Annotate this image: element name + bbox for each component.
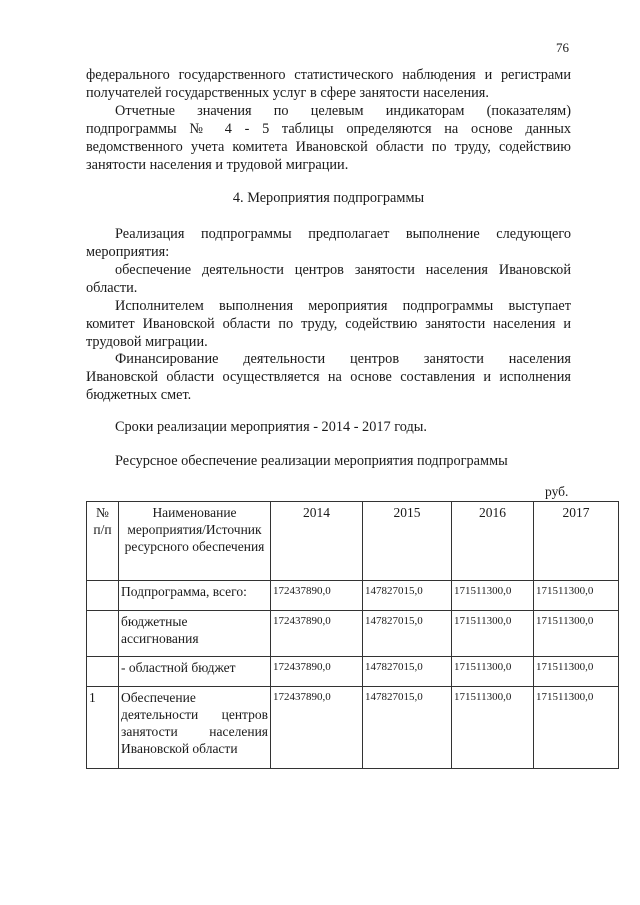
resource-table-title: Ресурсное обеспечение реализации мероприятия подпрограммы: [115, 453, 508, 469]
header-2015: 2015: [363, 502, 452, 581]
page-number: 76: [556, 40, 569, 55]
paragraph-3-line-3: трудовой миграции.: [86, 334, 208, 350]
implementation-terms: Сроки реализации мероприятия - 2014 - 2017 годы.: [115, 419, 427, 435]
paragraph-2-line-1: обеспечение деятельности центров занятости населения Ивановской: [115, 262, 571, 278]
value-2014: 172437890,0: [271, 611, 363, 657]
value-2017: 171511300,0: [534, 581, 619, 611]
paragraph-3-line-2: комитет Ивановской области по труду, содействию занятости населения и: [86, 316, 571, 332]
paragraph-4-line-1: Финансирование деятельности центров занятости населения: [115, 351, 571, 367]
value-2016: 171511300,0: [452, 611, 534, 657]
row-name: Обеспечение деятельности центров занятости населения Ивановской области: [119, 687, 271, 769]
paragraph-4-line-2: Ивановской области осуществляется на основе составления и исполнения: [86, 369, 571, 385]
row-name: - областной бюджет: [119, 657, 271, 687]
header-name: Наименование мероприятия/Источник ресурсного обеспечения: [119, 502, 271, 581]
value-2016: 171511300,0: [452, 657, 534, 687]
header-2017: 2017: [534, 502, 619, 581]
intro-line-6: занятости населения и трудовой миграции.: [86, 157, 349, 173]
section-heading: 4. Мероприятия подпрограммы: [232, 190, 425, 206]
resource-table: [86, 501, 619, 769]
intro-line-2: получателей государственных услуг в сфере занятости населения.: [86, 85, 489, 101]
value-2015: 147827015,0: [363, 611, 452, 657]
paragraph-2-line-2: области.: [86, 280, 138, 296]
row-number: 1: [87, 687, 119, 769]
header-number: № п/п: [87, 502, 119, 581]
intro-line-4: подпрограммы № 4 - 5 таблицы определяются на основе данных: [86, 121, 571, 137]
table-row: [87, 611, 619, 657]
row-number: [87, 581, 119, 611]
value-2017: 171511300,0: [534, 657, 619, 687]
row-name: Подпрограмма, всего:: [119, 581, 271, 611]
header-2016: 2016: [452, 502, 534, 581]
paragraph-1-line-2: мероприятия:: [86, 244, 170, 260]
value-2015: 147827015,0: [363, 687, 452, 769]
value-2015: 147827015,0: [363, 581, 452, 611]
value-2015: 147827015,0: [363, 657, 452, 687]
value-2017: 171511300,0: [534, 611, 619, 657]
table-row: [87, 657, 619, 687]
value-2014: 172437890,0: [271, 581, 363, 611]
row-number: [87, 657, 119, 687]
value-2014: 172437890,0: [271, 687, 363, 769]
paragraph-1-line-1: Реализация подпрограммы предполагает выполнение следующего: [115, 226, 571, 242]
value-2017: 171511300,0: [534, 687, 619, 769]
value-2016: 171511300,0: [452, 687, 534, 769]
intro-line-3: Отчетные значения по целевым индикаторам (показателям): [115, 103, 571, 119]
table-row: [87, 687, 619, 769]
row-number: [87, 611, 119, 657]
paragraph-3-line-1: Исполнителем выполнения мероприятия подпрограммы выступает: [115, 298, 571, 314]
row-name: бюджетные ассигнования: [119, 611, 271, 657]
value-2014: 172437890,0: [271, 657, 363, 687]
table-row: [87, 581, 619, 611]
intro-line-1: федерального государственного статистического наблюдения и регистрами: [86, 67, 571, 83]
intro-line-5: ведомственного учета комитета Ивановской области по труду, содействию: [86, 139, 571, 155]
currency-unit: руб.: [545, 484, 569, 499]
value-2016: 171511300,0: [452, 581, 534, 611]
header-2014: 2014: [271, 502, 363, 581]
paragraph-4-line-3: бюджетных смет.: [86, 387, 192, 403]
table-header-row: [87, 502, 619, 581]
